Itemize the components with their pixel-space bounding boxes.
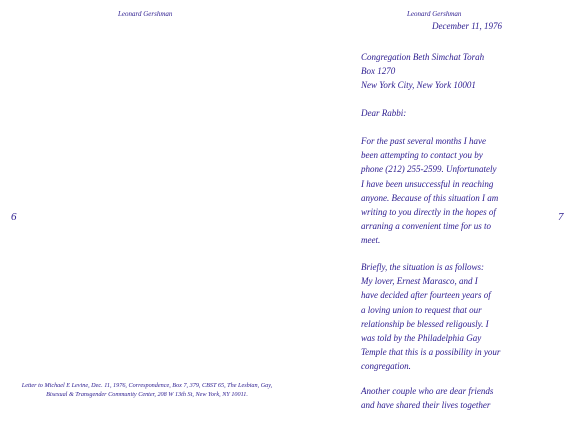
text-line: been attempting to contact you by (361, 150, 483, 161)
text-line: arraning a convenient time for us to (361, 221, 491, 232)
text-line: and have shared their lives together (361, 400, 491, 411)
salutation: Dear Rabbi: (361, 108, 407, 118)
right-page (288, 0, 576, 432)
text-line: Temple that this is a possibility in your (361, 347, 501, 358)
page-number-left: 6 (11, 211, 17, 223)
text-line: meet. (361, 235, 381, 246)
text-line: a loving union to request that our (361, 304, 482, 315)
text-line: was told by the Philadelphia Gay (361, 333, 482, 344)
text-line: phone (212) 255-2599. Unfortunately (361, 164, 497, 175)
running-head-left: Leonard Gershman (118, 10, 173, 18)
paragraph-1 (361, 134, 498, 248)
text-line: For the past several months I have (361, 136, 486, 146)
citation-footnote: Letter to Michael E Levine, Dec. 11, 1976, Correspondence, Box 7, 379, CBST 65, The Lesbian, Gay, Bisexual & Transgender Community Center, 208 W 13th St, New York, NY 10011. (21, 382, 273, 398)
page-number-right: 7 (558, 211, 564, 223)
paragraph-2 (361, 260, 500, 374)
letter-date: December 11, 1976 (432, 21, 503, 31)
address-line: New York City, New York 10001 (361, 80, 476, 91)
text-line: I have been unsuccessful in reaching (361, 178, 494, 189)
address-line: Box 1270 (361, 66, 396, 77)
paragraph-3 (361, 384, 493, 412)
text-line: have decided after fourteen years of (361, 290, 491, 301)
text-line: Briefly, the situation is as follows: (361, 262, 485, 272)
recipient-address (361, 50, 484, 93)
address-line: Congregation Beth Simchat Torah (361, 52, 485, 62)
text-line: My lover, Ernest Marasco, and I (361, 276, 478, 287)
text-line: relationship be blessed religously. I (361, 318, 489, 329)
running-head-right: Leonard Gershman (407, 10, 462, 18)
text-line: writing to you directly in the hopes of (361, 207, 496, 218)
text-line: congregation. (361, 361, 411, 372)
text-line: anyone. Because of this situation I am (361, 192, 499, 203)
text-line: Another couple who are dear friends (361, 386, 494, 396)
